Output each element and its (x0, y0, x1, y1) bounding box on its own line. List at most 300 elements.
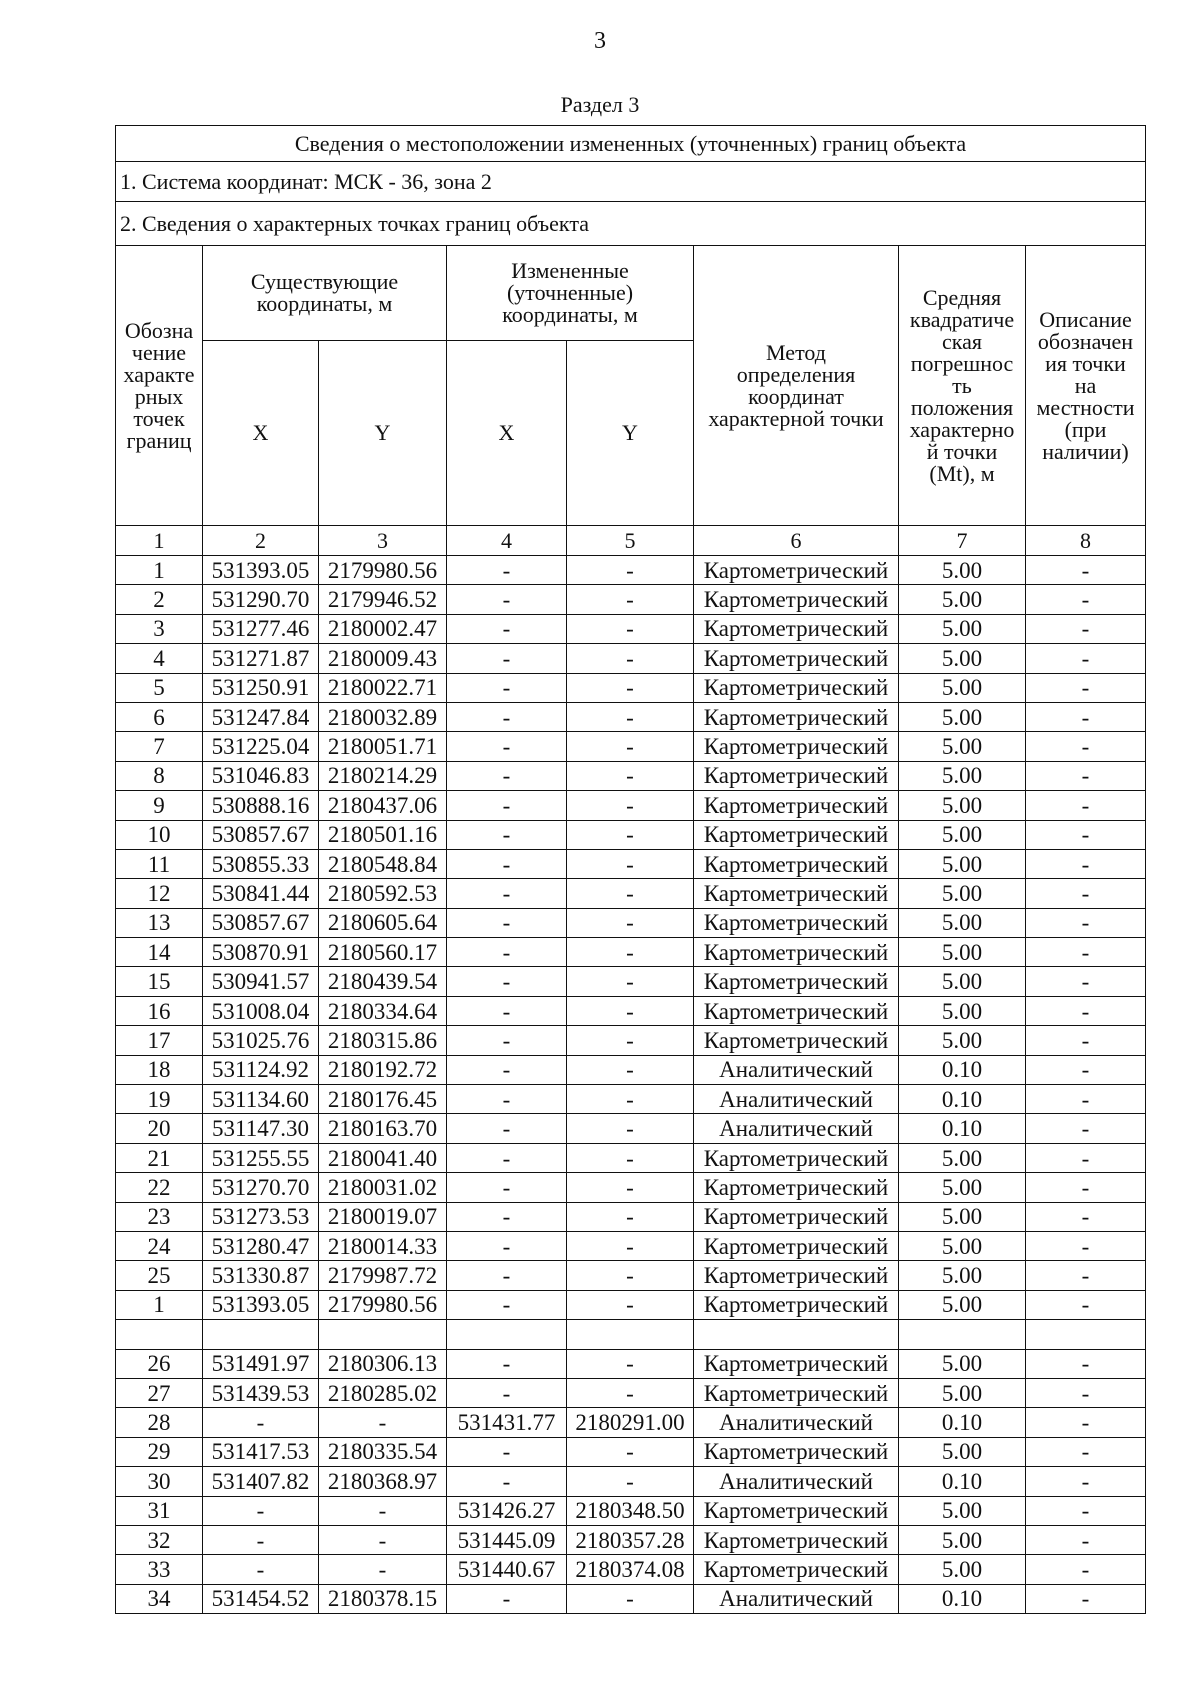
cell-existing-y: 2180032.89 (319, 702, 447, 731)
table-row (116, 761, 1146, 790)
cell-designation: 14 (116, 938, 203, 967)
cell-existing-y: 2180163.70 (319, 1114, 447, 1143)
cell-description: - (1026, 938, 1146, 967)
cell-changed-y: - (567, 702, 694, 731)
cell-description: - (1026, 849, 1146, 878)
table-row (116, 996, 1146, 1025)
cell-changed-x: - (447, 1085, 567, 1114)
cell-changed-x: 531440.67 (447, 1555, 567, 1584)
cell-mean-error: 5.00 (899, 1437, 1026, 1466)
cell-changed-y: - (567, 1378, 694, 1407)
cell-method: Аналитический (694, 1408, 899, 1437)
cell-description: - (1026, 1202, 1146, 1231)
cell-existing-y: - (319, 1525, 447, 1554)
cell-method: Картометрический (694, 761, 899, 790)
table-row (116, 1026, 1146, 1055)
cell-changed-x: - (447, 1055, 567, 1084)
cell-description: - (1026, 1378, 1146, 1407)
cell-description: - (1026, 1055, 1146, 1084)
cell-method: Картометрический (694, 908, 899, 937)
cell-method: Аналитический (694, 1584, 899, 1613)
cell-changed-x: - (447, 908, 567, 937)
cell-existing-y: - (319, 1555, 447, 1584)
cell-changed-y: - (567, 673, 694, 702)
header-existing-y: Y (319, 341, 447, 526)
cell-changed-y: - (567, 1143, 694, 1172)
cell-designation: 3 (116, 614, 203, 643)
table-row (116, 673, 1146, 702)
cell-existing-x: 530870.91 (203, 938, 319, 967)
table-row (116, 1143, 1146, 1172)
cell-designation: 33 (116, 1555, 203, 1584)
cell-changed-x: - (447, 996, 567, 1025)
cell-method: Картометрический (694, 820, 899, 849)
cell-existing-x: 531247.84 (203, 702, 319, 731)
cell-designation: 13 (116, 908, 203, 937)
cell-existing-y: 2179946.52 (319, 585, 447, 614)
cell-existing-x: 531273.53 (203, 1202, 319, 1231)
cell-changed-y: - (567, 1055, 694, 1084)
cell-mean-error: 5.00 (899, 644, 1026, 673)
cell-designation: 31 (116, 1496, 203, 1525)
table-row (116, 1437, 1146, 1466)
cell-method: Картометрический (694, 614, 899, 643)
table-row (116, 967, 1146, 996)
cell-method (694, 1320, 899, 1349)
cell-description: - (1026, 614, 1146, 643)
cell-changed-y: - (567, 967, 694, 996)
cell-changed-x: - (447, 1114, 567, 1143)
cell-description: - (1026, 585, 1146, 614)
cell-designation: 11 (116, 849, 203, 878)
cell-existing-x: - (203, 1525, 319, 1554)
cell-changed-x: - (447, 1261, 567, 1290)
table-row (116, 791, 1146, 820)
cell-existing-x: 531147.30 (203, 1114, 319, 1143)
cell-method: Картометрический (694, 967, 899, 996)
cell-mean-error: 0.10 (899, 1467, 1026, 1496)
cell-designation (116, 1320, 203, 1349)
cell-existing-y: 2180176.45 (319, 1085, 447, 1114)
cell-method: Картометрический (694, 1378, 899, 1407)
cell-designation: 34 (116, 1584, 203, 1613)
table-row (116, 1173, 1146, 1202)
header-description: Описание обозначен ия точки на местности (при наличии) (1026, 246, 1146, 526)
cell-existing-x: 531290.70 (203, 585, 319, 614)
cell-existing-y: 2180501.16 (319, 820, 447, 849)
cell-mean-error: 5.00 (899, 1496, 1026, 1525)
cell-changed-x: - (447, 879, 567, 908)
cell-mean-error (899, 1320, 1026, 1349)
section-title: Раздел 3 (560, 92, 640, 117)
table-row (116, 1584, 1146, 1613)
cell-mean-error: 5.00 (899, 879, 1026, 908)
cell-mean-error: 5.00 (899, 1261, 1026, 1290)
table-body (116, 556, 1146, 1614)
cell-description: - (1026, 702, 1146, 731)
cell-mean-error: 0.10 (899, 1085, 1026, 1114)
cell-existing-y: 2180437.06 (319, 791, 447, 820)
cell-existing-y: 2180022.71 (319, 673, 447, 702)
cell-changed-y: - (567, 732, 694, 761)
cell-method: Аналитический (694, 1114, 899, 1143)
cell-existing-x: 531225.04 (203, 732, 319, 761)
cell-changed-x: - (447, 1231, 567, 1260)
cell-existing-y: 2180041.40 (319, 1143, 447, 1172)
cell-method: Аналитический (694, 1467, 899, 1496)
cell-changed-y: - (567, 761, 694, 790)
cell-existing-y: 2179987.72 (319, 1261, 447, 1290)
cell-existing-x: 531134.60 (203, 1085, 319, 1114)
cell-description: - (1026, 879, 1146, 908)
table-row (116, 1320, 1146, 1349)
cell-mean-error: 5.00 (899, 938, 1026, 967)
cell-designation: 21 (116, 1143, 203, 1172)
cell-changed-x: - (447, 644, 567, 673)
cell-existing-x: 531270.70 (203, 1173, 319, 1202)
cell-changed-x: - (447, 1026, 567, 1055)
cell-description: - (1026, 1114, 1146, 1143)
page-number: 3 (594, 28, 606, 54)
column-number: 3 (319, 526, 447, 556)
cell-description: - (1026, 1290, 1146, 1319)
column-number: 1 (116, 526, 203, 556)
table-row (116, 1114, 1146, 1143)
cell-changed-x: - (447, 1437, 567, 1466)
cell-description: - (1026, 644, 1146, 673)
table-row (116, 1202, 1146, 1231)
cell-changed-x: - (447, 849, 567, 878)
cell-changed-y: 2180374.08 (567, 1555, 694, 1584)
cell-designation: 7 (116, 732, 203, 761)
cell-mean-error: 5.00 (899, 908, 1026, 937)
cell-changed-y: - (567, 938, 694, 967)
cell-changed-x: 531426.27 (447, 1496, 567, 1525)
cell-existing-y: 2180031.02 (319, 1173, 447, 1202)
cell-changed-x: - (447, 761, 567, 790)
cell-changed-x: - (447, 1584, 567, 1613)
header-designation: Обозна чение характе рных точек границ (116, 246, 203, 526)
cell-changed-y: - (567, 1584, 694, 1613)
cell-existing-x: 531250.91 (203, 673, 319, 702)
cell-changed-x: 531431.77 (447, 1408, 567, 1437)
cell-existing-y: 2180592.53 (319, 879, 447, 908)
table-row (116, 1467, 1146, 1496)
column-number: 2 (203, 526, 319, 556)
cell-existing-y: 2180019.07 (319, 1202, 447, 1231)
cell-description: - (1026, 1026, 1146, 1055)
cell-existing-x: 531454.52 (203, 1584, 319, 1613)
cell-method: Картометрический (694, 556, 899, 585)
cell-description: - (1026, 673, 1146, 702)
cell-existing-y: 2180009.43 (319, 644, 447, 673)
cell-existing-x: 531008.04 (203, 996, 319, 1025)
cell-method: Картометрический (694, 1349, 899, 1378)
cell-description: - (1026, 1437, 1146, 1466)
cell-existing-x: 531491.97 (203, 1349, 319, 1378)
cell-changed-x: - (447, 585, 567, 614)
cell-changed-y: 2180357.28 (567, 1525, 694, 1554)
cell-existing-x: 531407.82 (203, 1467, 319, 1496)
table-row (116, 614, 1146, 643)
cell-mean-error: 0.10 (899, 1114, 1026, 1143)
points-caption: 2. Сведения о характерных точках границ объекта (116, 202, 1146, 246)
cell-designation: 32 (116, 1525, 203, 1554)
cell-mean-error: 5.00 (899, 1555, 1026, 1584)
cell-existing-y: 2180315.86 (319, 1026, 447, 1055)
table-row (116, 1261, 1146, 1290)
table-row (116, 1349, 1146, 1378)
cell-changed-y: - (567, 1026, 694, 1055)
cell-description: - (1026, 1143, 1146, 1172)
cell-description: - (1026, 1584, 1146, 1613)
column-number-row (116, 526, 1146, 556)
cell-mean-error: 5.00 (899, 1525, 1026, 1554)
cell-method: Картометрический (694, 938, 899, 967)
cell-existing-x: 530855.33 (203, 849, 319, 878)
table-row (116, 1496, 1146, 1525)
cell-existing-x: 531124.92 (203, 1055, 319, 1084)
cell-existing-x: 530941.57 (203, 967, 319, 996)
cell-designation: 30 (116, 1467, 203, 1496)
cell-existing-y: 2180214.29 (319, 761, 447, 790)
cell-designation: 4 (116, 644, 203, 673)
cell-mean-error: 5.00 (899, 967, 1026, 996)
table-row (116, 1525, 1146, 1554)
cell-existing-y: 2180051.71 (319, 732, 447, 761)
table-row (116, 644, 1146, 673)
cell-mean-error: 0.10 (899, 1408, 1026, 1437)
cell-designation: 23 (116, 1202, 203, 1231)
table-title: Сведения о местоположении измененных (уточненных) границ объекта (116, 126, 1146, 162)
cell-description: - (1026, 761, 1146, 790)
cell-changed-y: 2180348.50 (567, 1496, 694, 1525)
cell-existing-y: 2180014.33 (319, 1231, 447, 1260)
cell-existing-y: 2180548.84 (319, 849, 447, 878)
table-row (116, 1378, 1146, 1407)
cell-description: - (1026, 820, 1146, 849)
table-title-row (116, 126, 1146, 162)
cell-changed-y: - (567, 585, 694, 614)
column-number: 5 (567, 526, 694, 556)
cell-description: - (1026, 1467, 1146, 1496)
cell-designation: 12 (116, 879, 203, 908)
cell-changed-y: - (567, 614, 694, 643)
table-row (116, 849, 1146, 878)
cell-method: Картометрический (694, 1231, 899, 1260)
boundary-points-table (115, 125, 1146, 1614)
cell-method: Картометрический (694, 1026, 899, 1055)
cell-existing-x (203, 1320, 319, 1349)
cell-mean-error: 5.00 (899, 1143, 1026, 1172)
table-row (116, 1555, 1146, 1584)
cell-changed-y: 2180291.00 (567, 1408, 694, 1437)
table-row (116, 585, 1146, 614)
cell-designation: 26 (116, 1349, 203, 1378)
table-row (116, 1408, 1146, 1437)
cell-existing-x: 531417.53 (203, 1437, 319, 1466)
cell-description: - (1026, 1408, 1146, 1437)
cell-designation: 18 (116, 1055, 203, 1084)
cell-method: Картометрический (694, 996, 899, 1025)
cell-method: Картометрический (694, 1143, 899, 1172)
cell-changed-x: - (447, 1349, 567, 1378)
cell-existing-x: 531255.55 (203, 1143, 319, 1172)
coord-system: 1. Система координат: МСК - 36, зона 2 (116, 162, 1146, 202)
cell-changed-y: - (567, 556, 694, 585)
cell-existing-y: 2180192.72 (319, 1055, 447, 1084)
cell-method: Картометрический (694, 1525, 899, 1554)
header-existing-x: X (203, 341, 319, 526)
cell-method: Картометрический (694, 1202, 899, 1231)
cell-description: - (1026, 556, 1146, 585)
cell-existing-x: - (203, 1496, 319, 1525)
cell-existing-x: 531046.83 (203, 761, 319, 790)
cell-changed-x: - (447, 1173, 567, 1202)
cell-designation: 27 (116, 1378, 203, 1407)
cell-designation: 29 (116, 1437, 203, 1466)
cell-existing-x: - (203, 1555, 319, 1584)
cell-method: Картометрический (694, 879, 899, 908)
cell-changed-x: - (447, 967, 567, 996)
cell-changed-y: - (567, 1231, 694, 1260)
cell-existing-x: 531277.46 (203, 614, 319, 643)
cell-changed-y: - (567, 1349, 694, 1378)
cell-mean-error: 5.00 (899, 761, 1026, 790)
table-row (116, 1290, 1146, 1319)
cell-designation: 5 (116, 673, 203, 702)
cell-designation: 19 (116, 1085, 203, 1114)
cell-existing-y: 2179980.56 (319, 556, 447, 585)
cell-designation: 1 (116, 556, 203, 585)
cell-existing-x: 531280.47 (203, 1231, 319, 1260)
header-mean-error: Средняя квадратиче ская погрешнос ть положения характерно й точки (Mt), м (899, 246, 1026, 526)
cell-changed-x: - (447, 820, 567, 849)
cell-changed-y: - (567, 644, 694, 673)
cell-existing-y: - (319, 1496, 447, 1525)
cell-mean-error: 5.00 (899, 849, 1026, 878)
cell-designation: 20 (116, 1114, 203, 1143)
cell-mean-error: 5.00 (899, 1231, 1026, 1260)
cell-designation: 15 (116, 967, 203, 996)
cell-existing-y: 2180378.15 (319, 1584, 447, 1613)
table-row (116, 1231, 1146, 1260)
header-changed-x: X (447, 341, 567, 526)
cell-changed-x: - (447, 1143, 567, 1172)
cell-changed-x: - (447, 556, 567, 585)
header-existing-coords: Существующие координаты, м (203, 246, 447, 341)
cell-description: - (1026, 1173, 1146, 1202)
cell-mean-error: 5.00 (899, 820, 1026, 849)
cell-changed-y: - (567, 879, 694, 908)
table-row (116, 879, 1146, 908)
cell-mean-error: 5.00 (899, 1349, 1026, 1378)
cell-existing-y: 2180002.47 (319, 614, 447, 643)
cell-description: - (1026, 1555, 1146, 1584)
cell-existing-x: 530857.67 (203, 820, 319, 849)
column-number: 8 (1026, 526, 1146, 556)
cell-changed-y: - (567, 996, 694, 1025)
cell-changed-x: - (447, 732, 567, 761)
cell-method: Картометрический (694, 673, 899, 702)
cell-method: Аналитический (694, 1055, 899, 1084)
table-row (116, 820, 1146, 849)
cell-changed-x: - (447, 702, 567, 731)
cell-method: Картометрический (694, 702, 899, 731)
cell-mean-error: 5.00 (899, 1290, 1026, 1319)
cell-mean-error: 0.10 (899, 1055, 1026, 1084)
table-row (116, 556, 1146, 585)
cell-designation: 2 (116, 585, 203, 614)
cell-designation: 8 (116, 761, 203, 790)
cell-existing-y: 2179980.56 (319, 1290, 447, 1319)
header-method: Метод определения координат характерной точки (694, 246, 899, 526)
table-row (116, 908, 1146, 937)
cell-existing-x: 530857.67 (203, 908, 319, 937)
cell-changed-x: - (447, 1290, 567, 1319)
cell-description: - (1026, 732, 1146, 761)
cell-existing-x: 531330.87 (203, 1261, 319, 1290)
header-changed-coords: Измененные (уточненные) координаты, м (447, 246, 694, 341)
cell-existing-y: 2180368.97 (319, 1467, 447, 1496)
cell-method: Аналитический (694, 1085, 899, 1114)
cell-mean-error: 5.00 (899, 732, 1026, 761)
cell-description: - (1026, 1231, 1146, 1260)
cell-method: Картометрический (694, 791, 899, 820)
cell-existing-x: 531025.76 (203, 1026, 319, 1055)
cell-mean-error: 5.00 (899, 1026, 1026, 1055)
cell-existing-x: - (203, 1408, 319, 1437)
cell-mean-error: 5.00 (899, 791, 1026, 820)
cell-changed-x: - (447, 614, 567, 643)
cell-method: Картометрический (694, 1496, 899, 1525)
cell-changed-x (447, 1320, 567, 1349)
cell-method: Картометрический (694, 644, 899, 673)
cell-changed-x: - (447, 1202, 567, 1231)
cell-designation: 22 (116, 1173, 203, 1202)
cell-mean-error: 5.00 (899, 1202, 1026, 1231)
cell-designation: 10 (116, 820, 203, 849)
cell-changed-y: - (567, 1085, 694, 1114)
cell-existing-x: 531393.05 (203, 1290, 319, 1319)
cell-changed-x: 531445.09 (447, 1525, 567, 1554)
cell-designation: 17 (116, 1026, 203, 1055)
cell-existing-x: 531271.87 (203, 644, 319, 673)
cell-existing-y: - (319, 1408, 447, 1437)
cell-mean-error: 5.00 (899, 673, 1026, 702)
points-caption-row (116, 202, 1146, 246)
cell-changed-y: - (567, 1173, 694, 1202)
cell-mean-error: 5.00 (899, 996, 1026, 1025)
cell-changed-x: - (447, 1467, 567, 1496)
cell-description: - (1026, 1496, 1146, 1525)
cell-designation: 6 (116, 702, 203, 731)
cell-mean-error: 5.00 (899, 614, 1026, 643)
column-number: 4 (447, 526, 567, 556)
coord-system-row (116, 162, 1146, 202)
cell-mean-error: 5.00 (899, 1173, 1026, 1202)
cell-existing-y: 2180605.64 (319, 908, 447, 937)
cell-description: - (1026, 1085, 1146, 1114)
cell-changed-y: - (567, 1437, 694, 1466)
cell-description: - (1026, 967, 1146, 996)
cell-designation: 1 (116, 1290, 203, 1319)
cell-description: - (1026, 1525, 1146, 1554)
cell-existing-y: 2180306.13 (319, 1349, 447, 1378)
cell-changed-x: - (447, 938, 567, 967)
table-row (116, 732, 1146, 761)
cell-changed-y: - (567, 791, 694, 820)
